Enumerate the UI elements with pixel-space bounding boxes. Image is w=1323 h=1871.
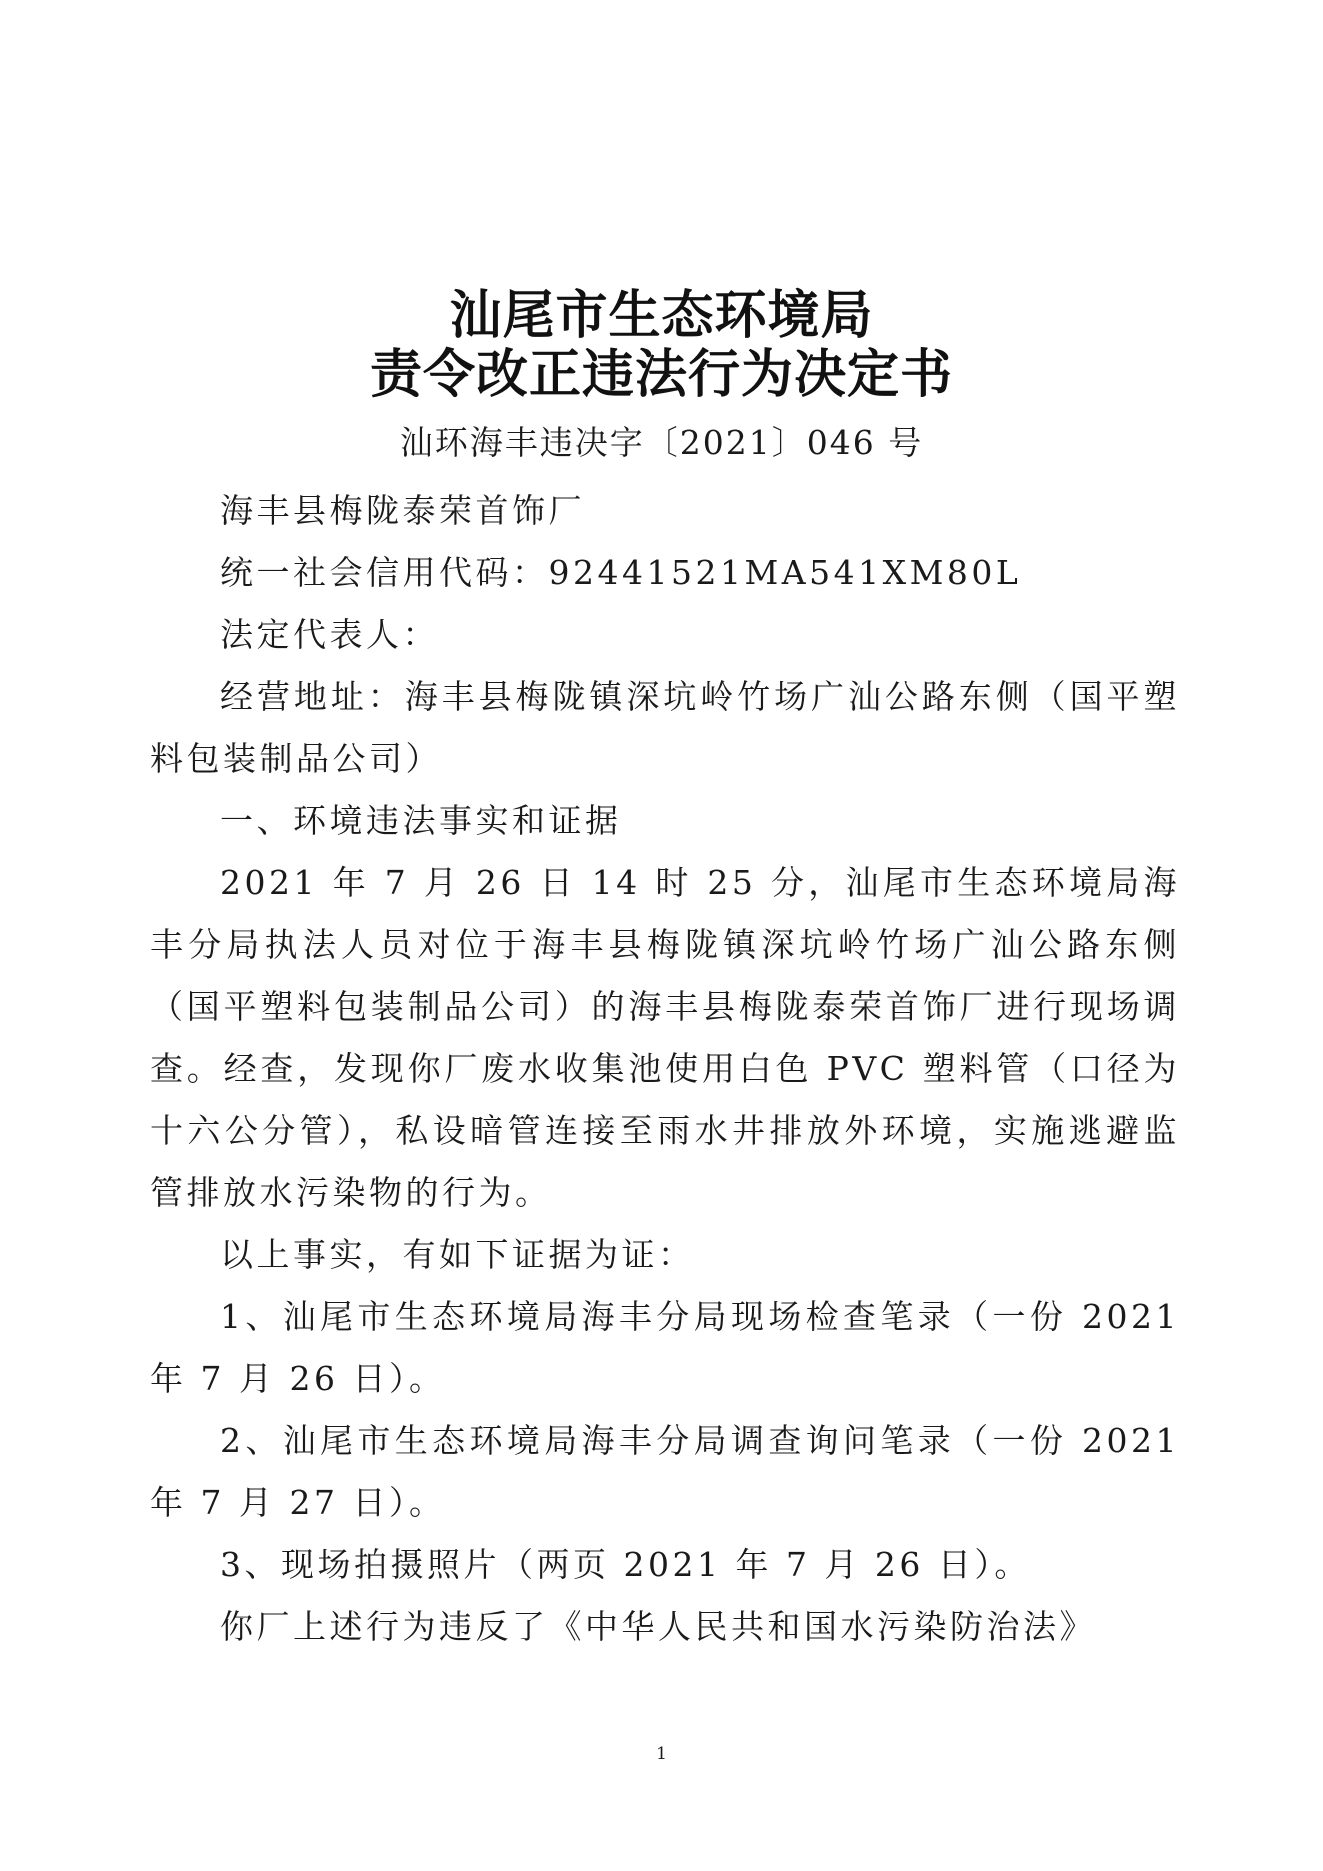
section-heading-facts: 一、环境违法事实和证据 (220, 801, 622, 840)
document-title-line1: 汕尾市生态环境局 (449, 286, 874, 346)
page-number: 1 (656, 1744, 667, 1764)
party-name: 海丰县梅陇泰荣首饰厂 (220, 491, 585, 530)
business-address: 经营地址：海丰县梅陇镇深坑岭竹场广汕公路东侧（国平塑料包装制品公司） (150, 677, 1180, 778)
facts-paragraph: 2021 年 7 月 26 日 14 时 25 分，汕尾市生态环境局海丰分局执法人员对位于海丰县梅陇镇深坑岭竹场广汕公路东侧（国平塑料包装制品公司）的海丰县梅陇泰荣首饰厂进行现场调查。经查，发现你厂废水收集池使用白色 PVC 塑料管（口径为十六公分管），私设暗管连接至雨水井排放外环境，实施逃避监管排放水污染物的行为。 (150, 863, 1180, 1212)
document-title-line2: 责令改正违法行为决定书 (369, 345, 953, 405)
violation-statement: 你厂上述行为违反了《中华人民共和国水污染防治法》 (220, 1607, 1096, 1646)
document-number: 汕环海丰违决字〔2021〕046 号 (399, 423, 924, 462)
credit-code: 统一社会信用代码：92441521MA541XM80L (220, 553, 1022, 592)
legal-representative: 法定代表人： (220, 615, 439, 654)
evidence-item-1: 1、汕尾市生态环境局海丰分局现场检查笔录（一份 2021 年 7 月 26 日）。 (150, 1297, 1180, 1398)
evidence-item-2: 2、汕尾市生态环境局海丰分局调查询问笔录（一份 2021 年 7 月 27 日）。 (150, 1421, 1180, 1522)
evidence-intro: 以上事实，有如下证据为证： (220, 1235, 695, 1274)
document-body (150, 480, 1180, 1658)
evidence-item-3: 3、现场拍摄照片（两页 2021 年 7 月 26 日）。 (220, 1545, 1031, 1584)
